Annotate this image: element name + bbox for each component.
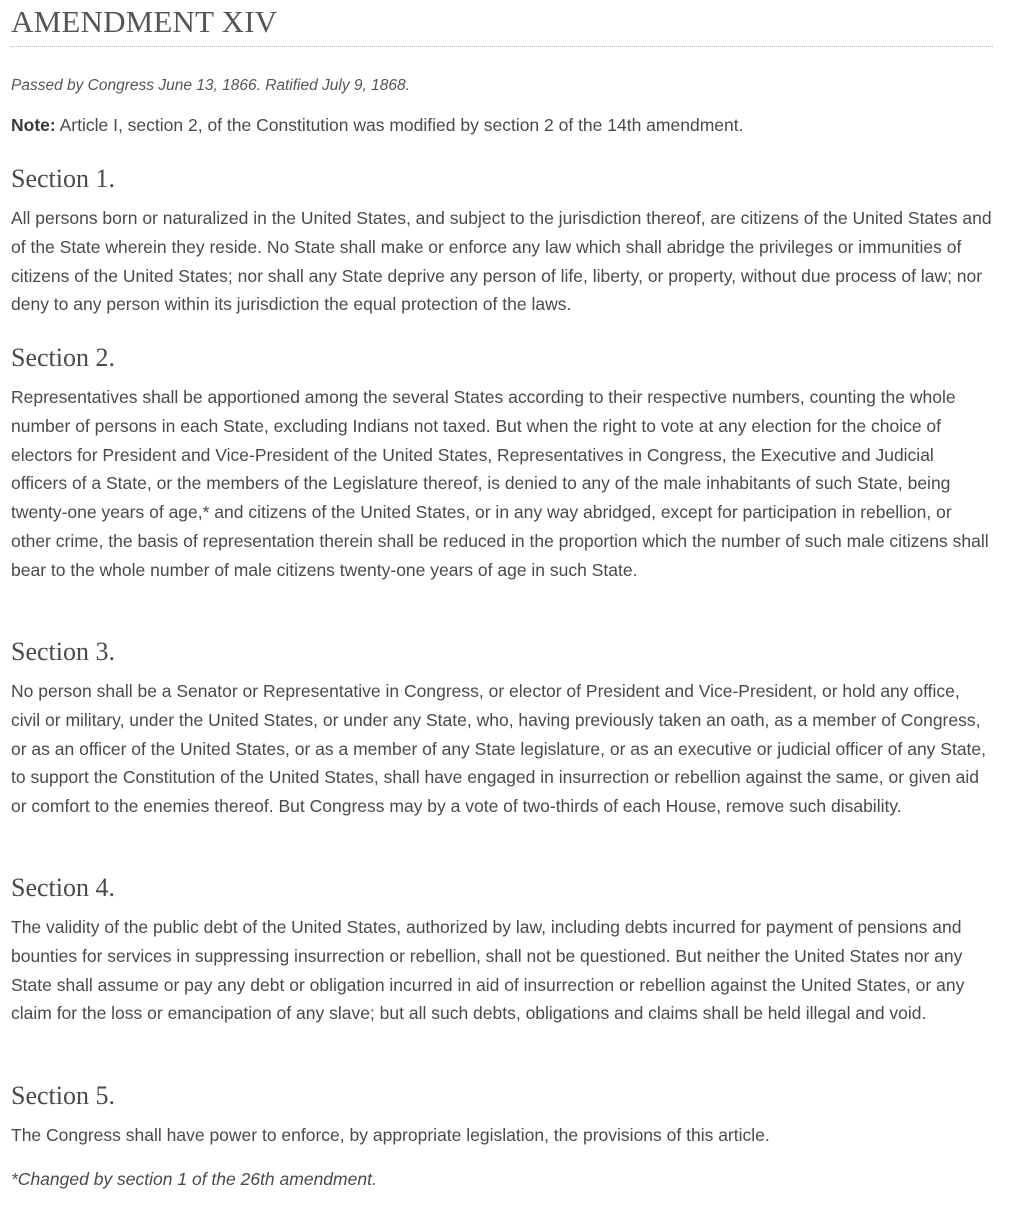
section-heading: Section 3. <box>11 637 115 666</box>
section-heading: Section 4. <box>11 873 115 902</box>
section-heading: Section 2. <box>11 343 115 372</box>
section-text: The validity of the public debt of the United States, authorized by law, including debts incurred for payment of pensions and bounties for services in suppressing insurrection or rebellion, shall not be questioned. But neither the United States nor any State shall assume or pay any debt or obligation incurred in aid of insurrection or rebellion against the United States, or any claim for the loss or emancipation of any slave; but all such debts, obligations and claims shall be held illegal and void. <box>11 917 965 1024</box>
note-paragraph <box>11 114 993 136</box>
section-text: No person shall be a Senator or Representative in Congress, or elector of President and Vice-President, or hold any office, civil or military, under the United States, or under any State, who, having previously taken an oath, as a member of Congress, or as an officer of the United States, or as a member of any State legislature, or as an executive or judicial officer of any State, to support the Constitution of the United States, shall have engaged in insurrection or rebellion against the same, or given aid or comfort to the enemies thereof. But Congress may by a vote of two-thirds of each House, remove such disability. <box>11 681 987 816</box>
footnote: *Changed by section 1 of the 26th amendment. <box>11 1169 377 1189</box>
section-text: All persons born or naturalized in the United States, and subject to the jurisdiction thereof, are citizens of the United States and of the State wherein they reside. No State shall make or enforce any law which shall abridge the privileges or immunities of citizens of the United States; nor shall any State deprive any person of life, liberty, or property, without due process of law; nor deny to any person within its jurisdiction the equal protection of the laws. <box>11 208 992 315</box>
section-text: Representatives shall be apportioned among the several States according to their respective numbers, counting the whole number of persons in each State, excluding Indians not taxed. But when the right to vote at any election for the choice of electors for President and Vice-President of the United States, Representatives in Congress, the Executive and Judicial officers of a State, or the members of the Legislature thereof, is denied to any of the male inhabitants of such State, being twenty-one years of age,* and citizens of the United States, or in any way abridged, except for participation in rebellion, or other crime, the basis of representation therein shall be reduced in the proportion which the number of such male citizens shall bear to the whole number of male citizens twenty-one years of age in such State. <box>11 387 989 580</box>
section-heading: Section 1. <box>11 164 115 193</box>
section-1 <box>11 164 993 319</box>
section-3 <box>11 637 993 821</box>
section-text: The Congress shall have power to enforce, by appropriate legislation, the provisions of this article. <box>11 1125 770 1145</box>
note-label: Note: <box>11 115 56 135</box>
passed-ratified-line: Passed by Congress June 13, 1866. Ratified July 9, 1868. <box>11 77 410 94</box>
section-5 <box>11 1081 993 1150</box>
section-4 <box>11 873 993 1028</box>
section-2 <box>11 343 993 584</box>
section-heading: Section 5. <box>11 1081 115 1110</box>
page-title: AMENDMENT XIV <box>11 0 993 47</box>
amendment-document <box>11 0 993 1189</box>
note-text: Article I, section 2, of the Constitution was modified by section 2 of the 14th amendment. <box>55 115 744 135</box>
